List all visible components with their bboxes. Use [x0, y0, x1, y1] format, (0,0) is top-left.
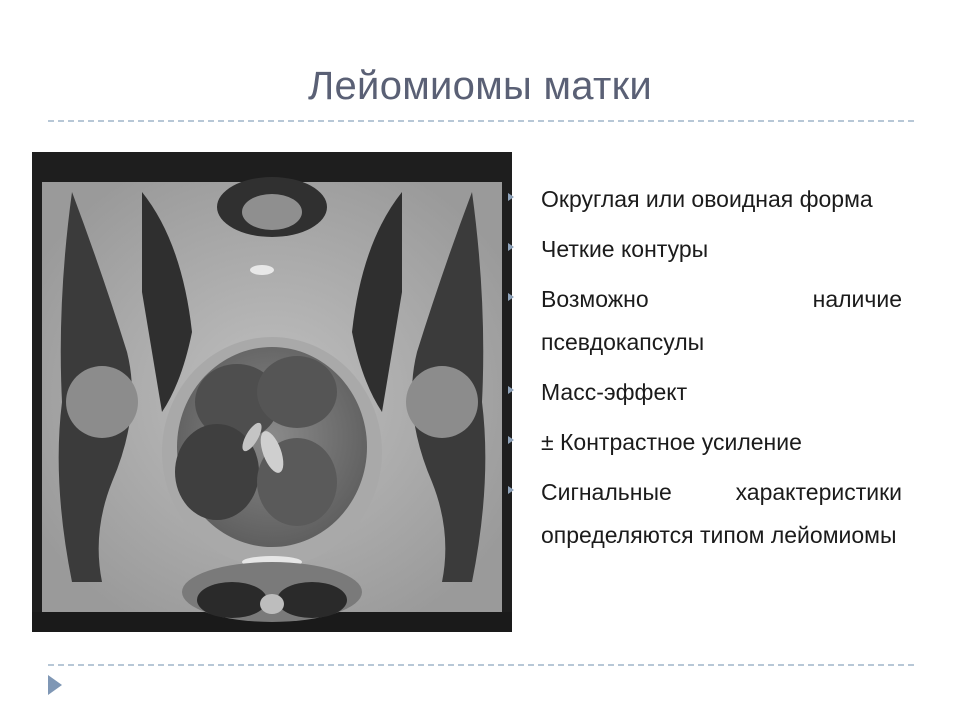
top-divider: [48, 120, 914, 122]
next-slide-arrow-icon[interactable]: [48, 675, 62, 695]
bullet-item: [508, 471, 902, 557]
bullet-text: Округлая или овоидная форма: [541, 186, 873, 212]
bullet-item: [508, 278, 902, 364]
bullet-item: [508, 178, 902, 221]
bullet-item: [508, 228, 902, 271]
triangle-bullet-icon: [508, 386, 514, 394]
bullet-text: ± Контрастное усиление: [541, 429, 802, 455]
bullet-item: [508, 371, 902, 414]
bullet-text: Четкие контуры: [541, 236, 709, 262]
bullet-text: Сигнальные характеристики определяются типом лейомиомы: [541, 479, 902, 548]
bullet-text: Возможно наличие псевдокапсулы: [541, 286, 902, 355]
bullet-item: [508, 421, 902, 464]
triangle-bullet-icon: [508, 486, 514, 494]
slide-title: Лейомиомы матки: [307, 64, 653, 108]
triangle-bullet-icon: [508, 293, 514, 301]
triangle-bullet-icon: [508, 436, 514, 444]
triangle-bullet-icon: [508, 243, 514, 251]
triangle-bullet-icon: [508, 193, 514, 201]
mri-image: [32, 152, 512, 632]
bottom-divider: [48, 664, 914, 666]
bullet-text: Масс-эффект: [541, 379, 688, 405]
bullet-list: [508, 178, 902, 564]
